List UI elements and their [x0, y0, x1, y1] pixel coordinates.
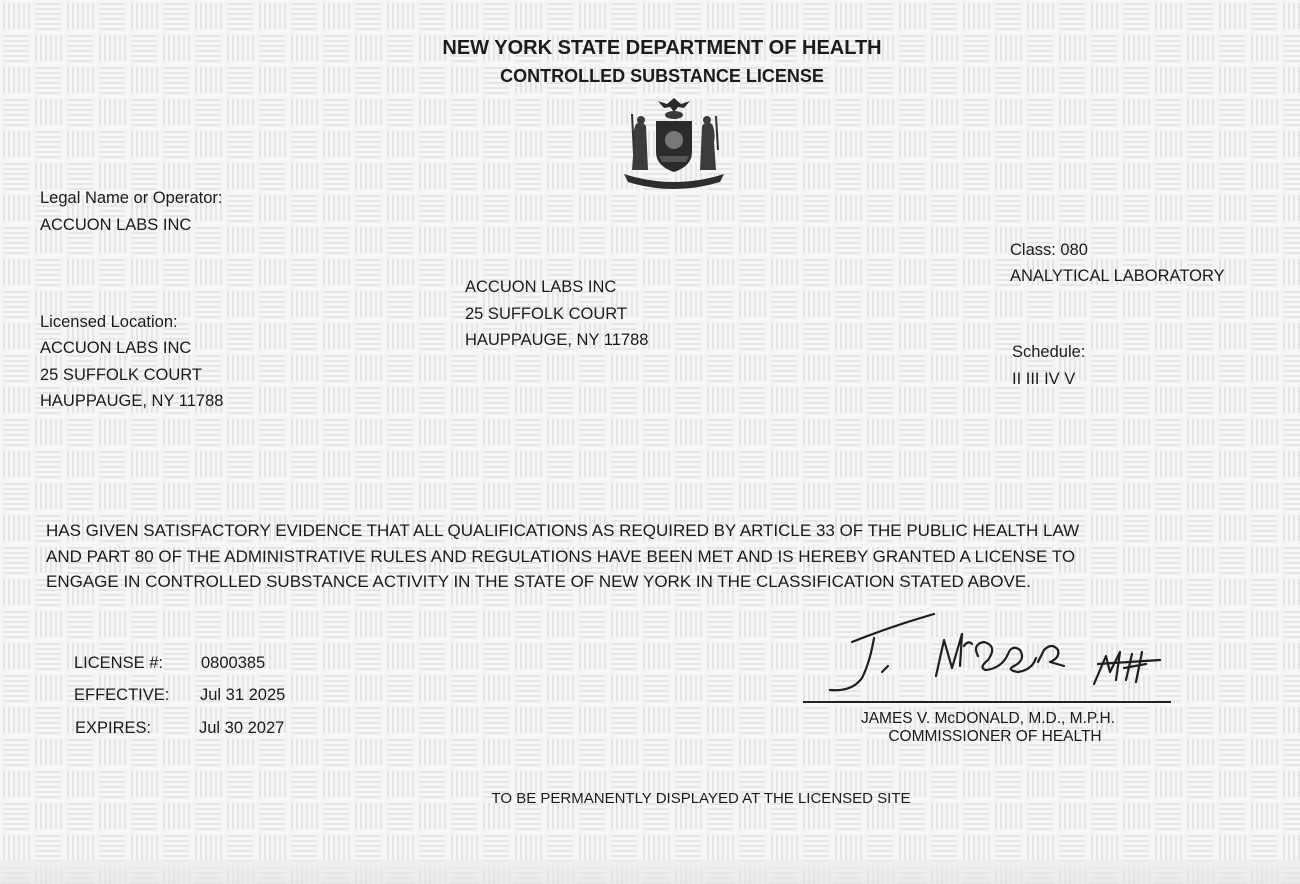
- statement-line-1: HAS GIVEN SATISFACTORY EVIDENCE THAT ALL QUALIFICATIONS AS REQUIRED BY ARTICLE 33 OF THE PUBLIC HEALTH LAW: [46, 521, 1080, 540]
- effective-label: EFFECTIVE:: [74, 686, 170, 704]
- mailing-line-2: 25 SUFFOLK COURT: [465, 305, 627, 323]
- class-label: Class: 080: [1010, 241, 1088, 259]
- license-number-label: LICENSE #:: [74, 654, 163, 672]
- page-edge-shadow: [0, 860, 1300, 884]
- operator-name: ACCUON LABS INC: [40, 216, 192, 234]
- signatory-title: COMMISSIONER OF HEALTH: [888, 728, 1102, 745]
- location-line-2: 25 SUFFOLK COURT: [40, 366, 202, 384]
- mailing-line-3: HAUPPAUGE, NY 11788: [465, 331, 649, 349]
- new-york-state-seal-icon: [620, 94, 728, 194]
- expires-label: EXPIRES:: [75, 719, 152, 737]
- commissioner-signature: [812, 606, 1172, 706]
- document-subtitle: CONTROLLED SUBSTANCE LICENSE: [500, 66, 824, 86]
- statement-line-3: ENGAGE IN CONTROLLED SUBSTANCE ACTIVITY IN THE STATE OF NEW YORK IN THE CLASSIFICATION STATED ABOVE.: [46, 572, 1031, 591]
- license-statement: [46, 518, 1286, 595]
- location-line-1: ACCUON LABS INC: [40, 339, 192, 357]
- statement-line-2: AND PART 80 OF THE ADMINISTRATIVE RULES AND REGULATIONS HAVE BEEN MET AND IS HEREBY GRANTED A LICENSE TO: [46, 546, 1076, 566]
- class-name: ANALYTICAL LABORATORY: [1010, 267, 1225, 285]
- mailing-line-1: ACCUON LABS INC: [465, 278, 617, 296]
- expires-date: Jul 30 2027: [199, 719, 285, 737]
- location-line-3: HAUPPAUGE, NY 11788: [40, 392, 224, 410]
- schedule-value: II III IV V: [1012, 370, 1076, 388]
- signature-line: [803, 701, 1171, 703]
- display-notice: TO BE PERMANENTLY DISPLAYED AT THE LICENSED SITE: [491, 790, 911, 807]
- document-title: NEW YORK STATE DEPARTMENT OF HEALTH: [442, 37, 882, 59]
- signatory-name: JAMES V. McDONALD, M.D., M.P.H.: [860, 710, 1116, 727]
- schedule-label: Schedule:: [1012, 343, 1086, 361]
- operator-label: Legal Name or Operator:: [40, 189, 223, 207]
- license-number: 0800385: [201, 654, 266, 672]
- location-label: Licensed Location:: [40, 313, 178, 331]
- effective-date: Jul 31 2025: [200, 686, 286, 704]
